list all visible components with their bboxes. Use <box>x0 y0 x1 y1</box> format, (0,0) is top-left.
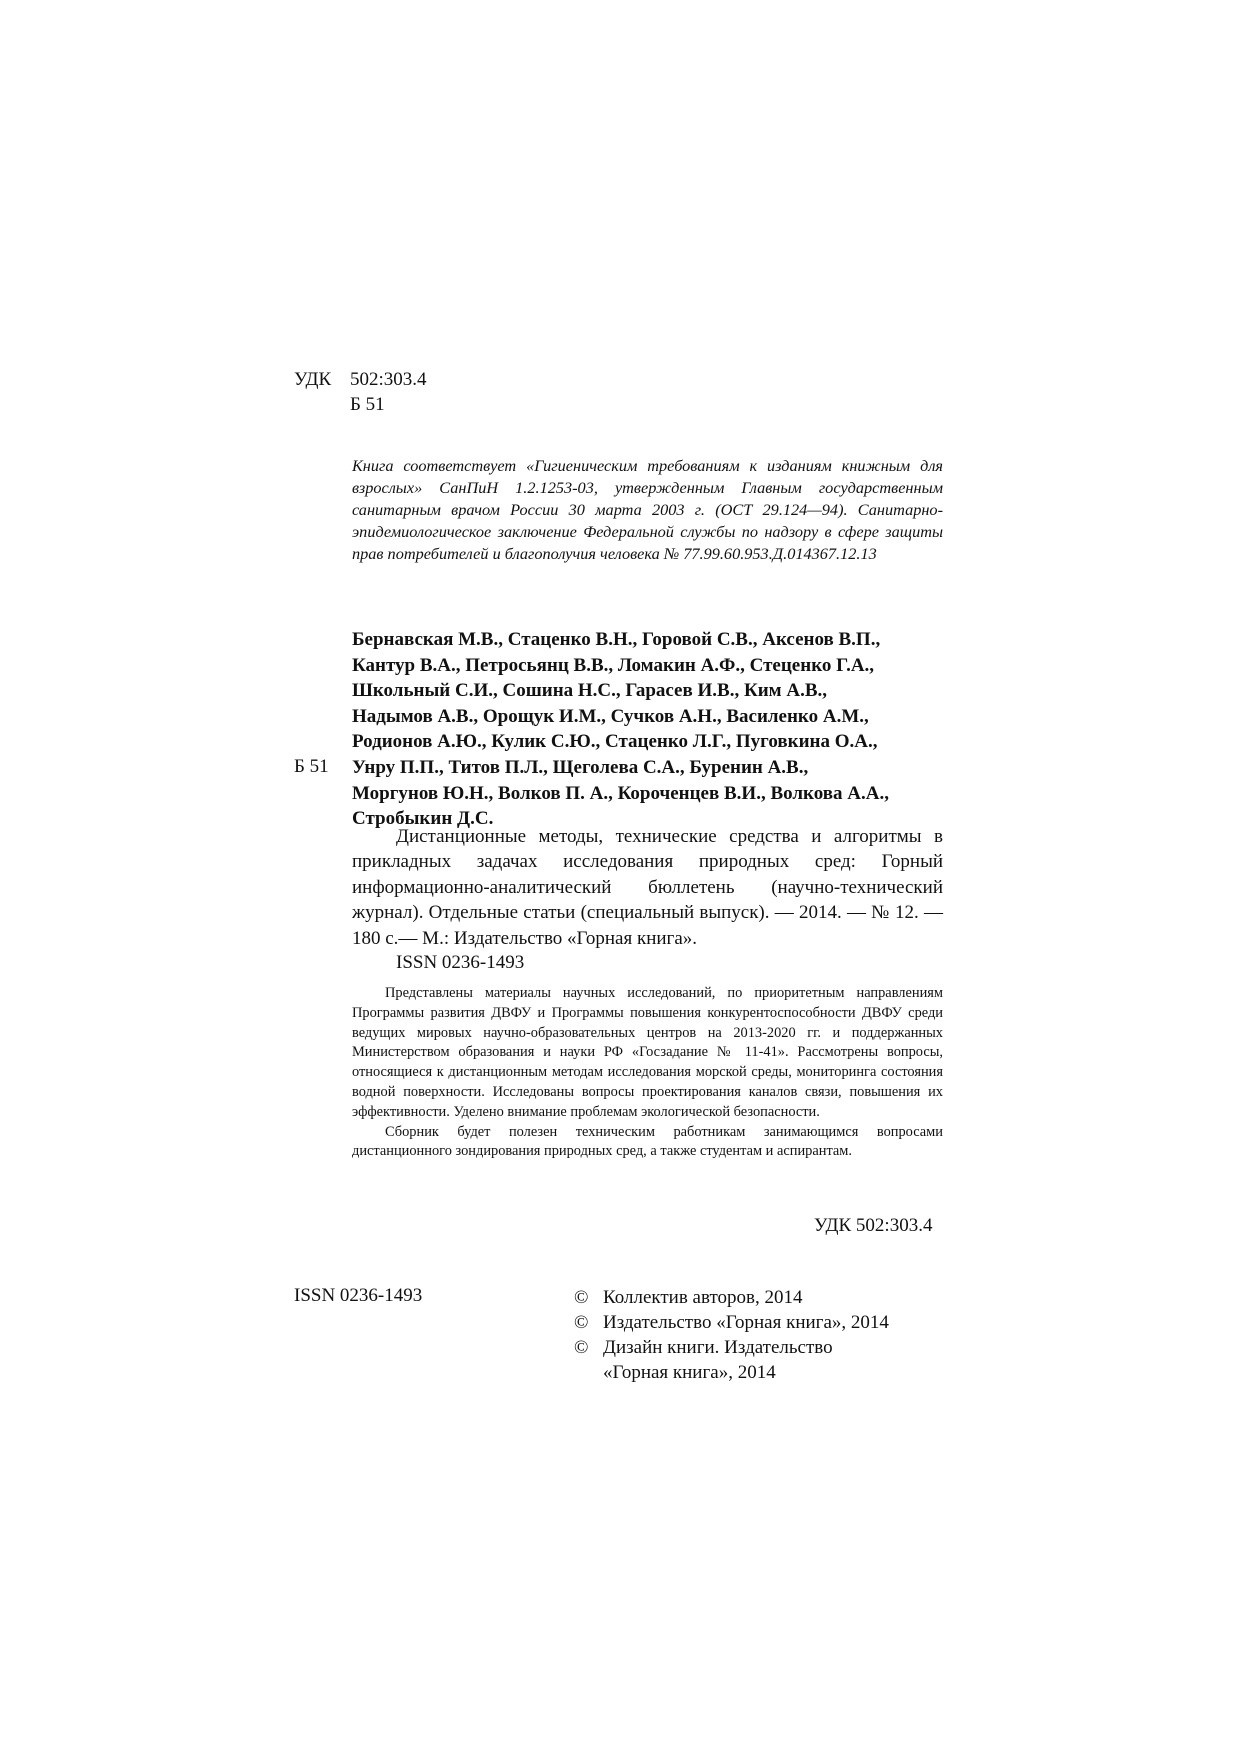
author-line: Надымов А.В., Орощук И.М., Сучков А.Н., Василенко А.М., <box>352 705 869 727</box>
author-line: Кантур В.А., Петросьянц В.В., Ломакин А.Ф., Стеценко Г.А., <box>352 654 875 676</box>
issn-line: ISSN 0236-1493 <box>396 952 525 973</box>
copyright-symbol: © <box>574 1337 589 1358</box>
authors-list <box>352 627 952 832</box>
abstract-paragraph: Представлены материалы научных исследований, по приоритетным направлениям Программы развития ДВФУ и Программы повышения конкурентоспособности ДВФУ среди ведущих мировых научно-образовательных центров на 2013-2020 гг. и поддержанных Министерством образования и науки РФ «Госзадание № 11-41». Рассмотрены вопросы, относящиеся к дистанционным методам исследования морской среды, мониторинга состояния водной поверхности. Исследованы вопросы проектирования каналов связи, повышения их эффективности. Уделено внимание проблемам экологической безопасности. <box>352 985 943 1120</box>
issn-bottom: ISSN 0236-1493 <box>294 1285 423 1306</box>
author-line: Унру П.П., Титов П.Л., Щеголева С.А., Буренин А.В., <box>352 756 809 778</box>
copyright-symbol: © <box>574 1312 589 1333</box>
udk-label: УДК <box>294 369 332 390</box>
copyright-block <box>574 1285 889 1385</box>
copyright-line <box>574 1310 889 1335</box>
copyright-symbol: © <box>574 1287 589 1308</box>
author-line: Бернавская М.В., Стаценко В.Н., Горовой С.В., Аксенов В.П., <box>352 629 881 650</box>
author-line: Школьный С.И., Сошина Н.С., Гарасев И.В., Ким А.В., <box>352 680 828 702</box>
title-description-text: Дистанционные методы, технические средства и алгоритмы в прикладных задачах исследования природных сред: Горный информационно-аналитический бюллетень (научно-технический журнал). Отдельные статьи (специальный выпуск). — 2014. — № 12. — 180 с.— М.: Издательство «Горная книга». <box>352 826 943 949</box>
udk-block <box>294 367 427 417</box>
copyright-text: Издательство «Горная книга», 2014 <box>603 1312 889 1333</box>
abstract-paragraph: Сборник будет полезен техническим работникам занимающимся вопросами дистанционного зондирования природных сред, а также студентам и аспирантам. <box>352 1123 943 1160</box>
title-description <box>352 824 943 951</box>
udk-bottom: УДК 502:303.4 <box>814 1215 933 1236</box>
bib-code: Б 51 <box>350 394 385 415</box>
udk-code: 502:303.4 <box>350 369 427 390</box>
author-line: Родионов А.Ю., Кулик С.Ю., Стаценко Л.Г., Пуговкина О.А., <box>352 731 878 753</box>
compliance-note: Книга соответствует «Гигиеническим требованиям к изданиям книжным для взрослых» СанПиН 1.2.1253-03, утвержденным Главным государственным санитарным врачом России 30 марта 2003 г. (ОСТ 29.124—94). Санитарно-эпидемиологическое заключение Федеральной службы по надзору в сфере защиты прав потребителей и благополучия человека № 77.99.60.953.Д.014367.12.13 <box>352 456 943 563</box>
abstract <box>352 984 943 1162</box>
copyright-continuation: «Горная книга», 2014 <box>603 1362 776 1383</box>
author-line: Моргунов Ю.Н., Волков П. А., Короченцев В.И., Волкова А.А., <box>352 782 889 804</box>
copyright-text: Коллектив авторов, 2014 <box>603 1287 803 1308</box>
copyright-text: Дизайн книги. Издательство <box>603 1337 833 1358</box>
copyright-line <box>574 1335 889 1360</box>
udk-line <box>294 367 427 392</box>
copyright-line <box>574 1285 889 1310</box>
bib-mark: Б 51 <box>294 756 329 777</box>
author-line: Стробыкин Д.С. <box>352 808 494 830</box>
